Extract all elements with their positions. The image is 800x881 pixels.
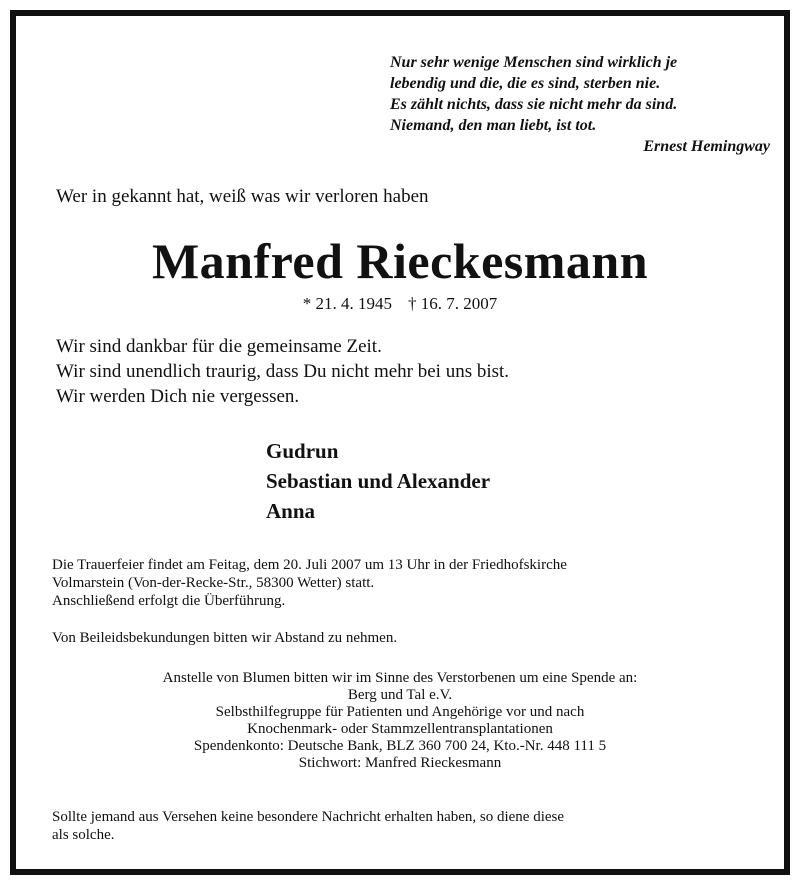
hemingway-quote	[390, 52, 770, 157]
donation-line: Selbsthilfegruppe für Patienten und Angehörige vor und nach	[215, 704, 585, 720]
family-names	[266, 436, 490, 526]
closing-note	[52, 808, 564, 844]
quote-author: Ernest Hemingway	[643, 138, 770, 155]
closing-line: als solche.	[52, 827, 115, 843]
obituary-frame	[10, 10, 790, 875]
donation-line: Spendenkonto: Deutsche Bank, BLZ 360 700 24, Kto.-Nr. 448 111 5	[193, 738, 607, 754]
donation-line: Berg und Tal e.V.	[347, 687, 453, 703]
birth-date: * 21. 4. 1945	[302, 294, 392, 313]
family-member: Sebastian und Alexander	[266, 469, 491, 493]
thanks-line: Wir sind dankbar für die gemeinsame Zeit.	[56, 336, 382, 357]
service-line: Anschließend erfolgt die Überführung.	[52, 593, 286, 609]
death-date: † 16. 7. 2007	[408, 294, 498, 313]
deceased-name: Manfred Rieckesmann	[151, 233, 649, 289]
quote-line: Es zählt nichts, dass sie nicht mehr da sind.	[390, 96, 678, 113]
service-line: Volmarstein (Von-der-Recke-Str., 58300 Wetter) statt.	[52, 575, 375, 591]
closing-line: Sollte jemand aus Versehen keine besondere Nachricht erhalten haben, so diene diese	[52, 809, 565, 825]
donation-info	[16, 670, 784, 772]
family-member: Anna	[266, 499, 316, 523]
thanks-line: Wir sind unendlich traurig, dass Du nicht mehr bei uns bist.	[56, 361, 510, 382]
donation-line: Anstelle von Blumen bitten wir im Sinne des Verstorbenen um eine Spende an:	[162, 670, 638, 686]
condolence-note: Von Beileidsbekundungen bitten wir Abstand zu nehmen.	[52, 630, 398, 646]
intro-text: Wer in gekannt hat, weiß was wir verloren haben	[56, 186, 429, 207]
donation-line: Stichwort: Manfred Rieckesmann	[298, 755, 502, 771]
thanks-line: Wir werden Dich nie vergessen.	[56, 386, 300, 407]
life-dates	[16, 294, 784, 314]
donation-line: Knochenmark- oder Stammzellentransplantationen	[247, 721, 553, 737]
quote-line: Nur sehr wenige Menschen sind wirklich je	[390, 54, 678, 71]
service-line: Die Trauerfeier findet am Feitag, dem 20. Juli 2007 um 13 Uhr in der Friedhofskirche	[52, 557, 567, 573]
family-member: Gudrun	[266, 439, 339, 463]
quote-line: lebendig und die, die es sind, sterben nie.	[390, 75, 661, 92]
funeral-service-info	[52, 556, 567, 610]
quote-line: Niemand, den man liebt, ist tot.	[390, 117, 597, 134]
thanks-text	[56, 334, 509, 409]
